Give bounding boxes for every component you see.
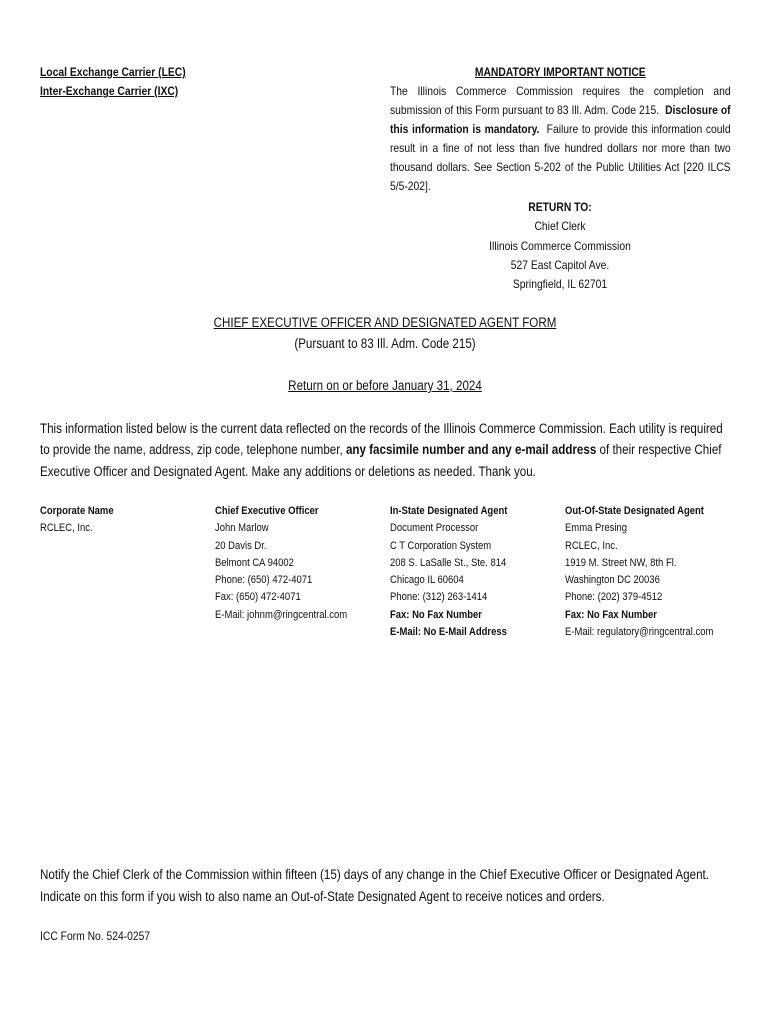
instate-line: 208 S. LaSalle St., Ste. 814: [390, 556, 507, 569]
notice-text-b: Failure to provide this information could result in a fine of not less than five hundred dollars nor more than two thousand dollars. See Section 5-202 of the Public Utilities Act [220 ILCS 5/5-202].: [390, 122, 731, 193]
footer-line-1: Notify the Chief Clerk of the Commission within fifteen (15) days of any change in the Chief Executive Officer or Designated Agent.: [40, 867, 709, 882]
ceo-line: John Marlow: [215, 522, 269, 535]
return-to-block: [360, 198, 760, 294]
notice-title: MANDATORY IMPORTANT NOTICE: [474, 65, 646, 79]
form-number: ICC Form No. 524-0257: [40, 929, 151, 943]
ceo-line: Fax: (650) 472-4071: [215, 591, 301, 604]
outstate-fax: Fax: No Fax Number: [565, 608, 657, 621]
form-title: CHIEF EXECUTIVE OFFICER AND DESIGNATED AGENT FORM: [213, 315, 557, 330]
notice-text-bold: Disclosure of this information is mandatory.: [390, 103, 731, 136]
instate-agent-column: [390, 503, 562, 641]
corporate-header: Corporate Name: [40, 505, 114, 517]
ceo-line: Belmont CA 94002: [215, 556, 294, 569]
return-line: 527 East Capitol Ave.: [510, 257, 610, 272]
instate-line: Chicago IL 60604: [390, 574, 464, 587]
ceo-column: [215, 503, 387, 624]
outstate-line: RCLEC, Inc.: [565, 539, 618, 552]
return-line: Illinois Commerce Commission: [489, 238, 631, 253]
footer-notes: [40, 864, 745, 907]
lec-label: Local Exchange Carrier (LEC): [40, 65, 186, 79]
due-date: Return on or before January 31, 2024: [288, 378, 482, 393]
due-date-block: [0, 375, 770, 396]
outstate-line: Emma Presing: [565, 522, 628, 535]
intro-paragraph: [40, 418, 732, 482]
ceo-line: 20 Davis Dr.: [215, 539, 267, 552]
ixc-label: Inter-Exchange Carrier (IXC): [40, 84, 179, 98]
instate-header: In-State Designated Agent: [390, 505, 508, 517]
notice-text-a: The Illinois Commerce Commission requires the completion and submission of this Form pursuant to 83 Ill. Adm. Code 215.: [390, 84, 731, 117]
corporate-column: [40, 503, 212, 538]
outstate-header: Out-Of-State Designated Agent: [565, 505, 704, 517]
return-line: Springfield, IL 62701: [512, 277, 608, 292]
return-line: Chief Clerk: [534, 219, 586, 234]
instate-line: Document Processor: [390, 522, 479, 535]
instate-email: E-Mail: No E-Mail Address: [390, 626, 507, 639]
intro-part2: of their respective Chief Executive Officer and Designated Agent. Make any additions or deletions as needed. Thank you.: [40, 442, 722, 479]
outstate-email: E-Mail: regulatory@ringcentral.com: [565, 626, 714, 639]
notice-body: [390, 82, 731, 196]
instate-line: C T Corporation System: [390, 539, 492, 552]
corporate-name: RCLEC, Inc.: [40, 522, 93, 535]
footer-line-2: Indicate on this form if you wish to also name an Out-of-State Designated Agent to receive notices and orders.: [40, 888, 605, 904]
intro-bold: any facsimile number and any e-mail address: [345, 442, 597, 458]
mandatory-notice: [390, 63, 731, 196]
instate-fax: Fax: No Fax Number: [390, 608, 482, 621]
ceo-header: Chief Executive Officer: [215, 505, 319, 517]
instate-line: Phone: (312) 263-1414: [390, 591, 488, 604]
ceo-line: E-Mail: johnm@ringcentral.com: [215, 608, 348, 621]
outstate-agent-column: [565, 503, 737, 641]
form-title-block: [0, 312, 770, 354]
form-subtitle: (Pursuant to 83 Ill. Adm. Code 215): [294, 336, 476, 351]
return-to-label: RETURN TO:: [528, 200, 592, 214]
outstate-line: Phone: (202) 379-4512: [565, 591, 663, 604]
intro-part1: This information listed below is the current data reflected on the records of the Illinois Commerce Commission. Each utility is required to provide the name, address, zip code, telephone number,: [40, 421, 723, 458]
ceo-line: Phone: (650) 472-4071: [215, 574, 313, 587]
carrier-type-labels: [40, 63, 186, 101]
outstate-line: 1919 M. Street NW, 8th Fl.: [565, 556, 677, 569]
outstate-line: Washington DC 20036: [565, 574, 660, 587]
